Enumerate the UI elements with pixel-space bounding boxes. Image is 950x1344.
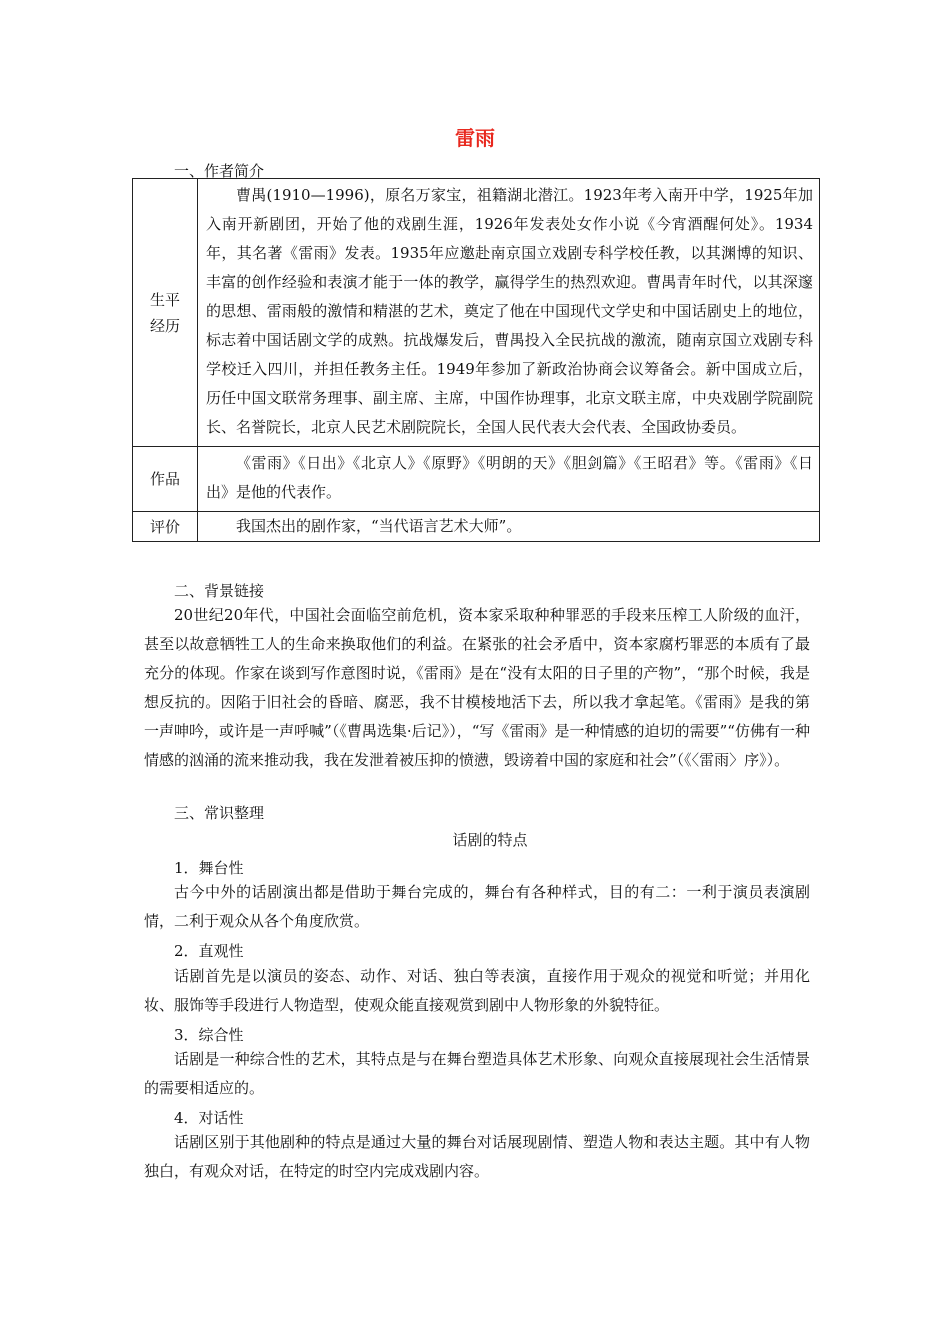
knowledge-subtitle: 话剧的特点 — [452, 831, 528, 849]
section-heading-background: 二、背景链接 — [174, 582, 265, 600]
row-content-life — [198, 179, 820, 447]
table-row-evaluation — [133, 512, 820, 542]
row-label-works: 作品 — [133, 447, 198, 512]
item-label-intuitive: 2．直观性 — [174, 942, 244, 960]
item-label-comprehensive: 3．综合性 — [174, 1026, 244, 1044]
evaluation-text: 我国杰出的剧作家，“当代语言艺术大师”。 — [236, 517, 522, 535]
table-row-works — [133, 447, 820, 512]
item-text-dialogue: 话剧区别于其他剧种的特点是通过大量的舞台对话展现剧情、塑造人物和表达主题。其中有人物独白，有观众对话，在特定的时空内完成戏剧内容。 — [144, 1133, 810, 1180]
works-text: 《雷雨》《日出》《北京人》《原野》《明朗的天》《胆剑篇》《王昭君》等。《雷雨》《日出》是他的代表作。 — [206, 454, 813, 501]
life-text: 曹禺(1910—1996)，原名万家宝，祖籍湖北潜江。1923年考入南开中学，1925年加入南开新剧团，开始了他的戏剧生涯，1926年发表处女作小说《今宵酒醒何处》。1934年，其名著《雷雨》发表。1935年应邀赴南京国立戏剧专科学校任教，以其渊博的知识、丰富的创作经验和表演才能于一体的教学，赢得学生的热烈欢迎。曹禺青年时代，以其深邃的思想、雷雨般的激情和精湛的艺术，奠定了他在中国现代文学史和中国话剧史上的地位，标志着中国话剧文学的成熟。抗战爆发后，曹禺投入全民抗战的激流，随南京国立戏剧专科学校迁入四川，并担任教务主任。1949年参加了新政治协商会议筹备会。新中国成立后，历任中国文联常务理事、副主席、主席，中国作协理事，北京文联主席，中央戏剧学院副院长、名誉院长，北京人民艺术剧院院长，全国人民代表大会代表、全国政协委员。 — [206, 186, 813, 436]
item-label-stage: 1．舞台性 — [174, 859, 244, 877]
row-label-evaluation: 评价 — [133, 512, 198, 542]
table-row-life — [133, 179, 820, 447]
item-text-intuitive: 话剧首先是以演员的姿态、动作、对话、独白等表演，直接作用于观众的视觉和听觉；并用化妆、服饰等手段进行人物造型，使观众能直接观赏到剧中人物形象的外貌特征。 — [144, 967, 810, 1014]
row-label-line: 经历 — [149, 316, 180, 335]
row-label-line: 生平 — [149, 290, 180, 309]
item-text-comprehensive: 话剧是一种综合性的艺术，其特点是与在舞台塑造具体艺术形象、向观众直接展现社会生活情景的需要相适应的。 — [144, 1050, 810, 1097]
row-content-works — [198, 447, 820, 512]
background-paragraph: 20世纪20年代，中国社会面临空前危机，资本家采取种种罪恶的手段来压榨工人阶级的血汗，甚至以故意牺牲工人的生命来换取他们的利益。在紧张的社会矛盾中，资本家腐朽罪恶的本质有了最充分的体现。作家在谈到写作意图时说，《雷雨》是在“没有太阳的日子里的产物”，“那个时候，我是想反抗的。因陷于旧社会的昏暗、腐恶，我不甘模棱地活下去，所以我才拿起笔。《雷雨》是我的第一声呻吟，或许是一声呼喊”（《曹禺选集·后记》），“写《雷雨》是一种情感的迫切的需要”“仿佛有一种情感的汹涌的流来推动我，我在发泄着被压抑的愤懑，毁谤着中国的家庭和社会”（《〈雷雨〉序》）。 — [144, 606, 810, 769]
section-heading-author: 一、作者简介 — [174, 162, 265, 180]
item-label-dialogue: 4．对话性 — [174, 1109, 244, 1127]
section-heading-knowledge: 三、常识整理 — [174, 804, 265, 822]
row-content-evaluation — [198, 512, 820, 542]
item-text-stage: 古今中外的话剧演出都是借助于舞台完成的，舞台有各种样式，目的有二：一利于演员表演剧情，二利于观众从各个角度欣赏。 — [144, 883, 810, 930]
row-label-life — [133, 179, 198, 447]
document-title: 雷雨 — [455, 126, 495, 150]
author-table — [132, 178, 820, 542]
